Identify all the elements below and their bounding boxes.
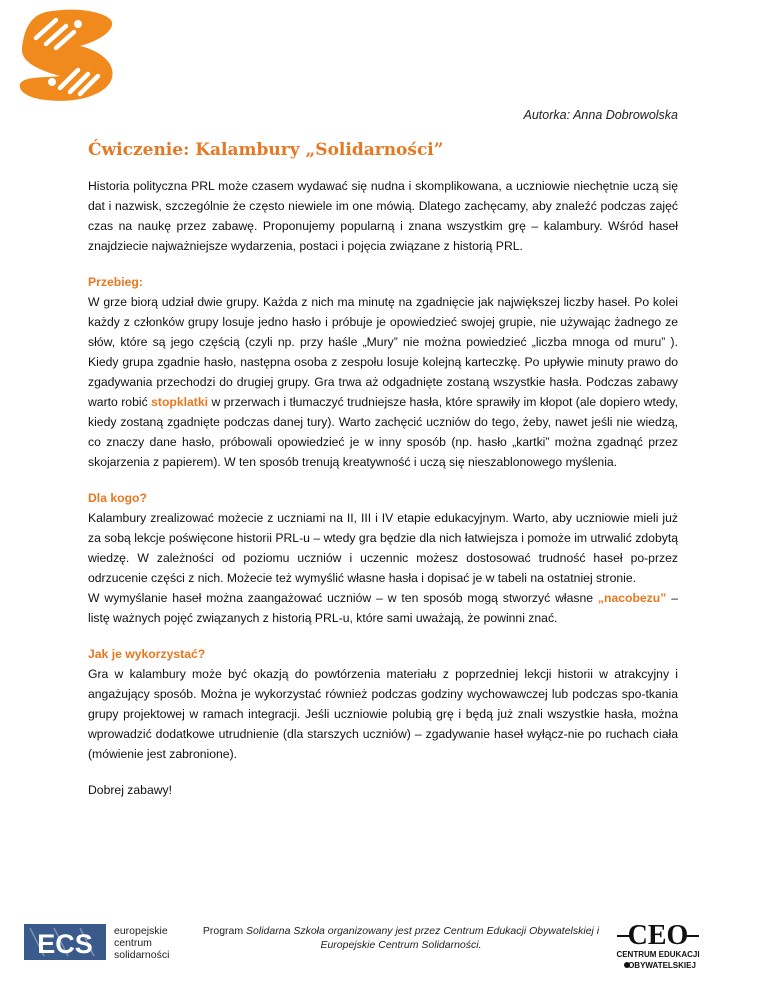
author-line: Autorka: Anna Dobrowolska <box>523 108 678 122</box>
section-heading-jak: Jak je wykorzystać? <box>88 647 206 661</box>
dla-kogo-paragraph-2 <box>88 588 678 628</box>
ceo-line-1: CENTRUM EDUKACJI <box>616 950 700 959</box>
solidarnosc-hands-logo <box>16 8 116 104</box>
ecs-line-1: europejskie <box>114 925 168 937</box>
ceo-logo <box>615 916 701 970</box>
dla-kogo-text2: W wymyślanie haseł można zaangażować uczniów – w ten sposób mogą stworzyć własne <box>88 591 594 605</box>
section-heading-dla-kogo: Dla kogo? <box>88 491 147 505</box>
document-body <box>88 176 678 816</box>
ceo-logo-text: CEO <box>627 920 689 951</box>
ecs-line-3: solidarności <box>114 949 170 961</box>
przebieg-text-after: w przerwach i tłumaczyć trudniejsze hasła, które sprawiły im kłopot (ale dopiero wtedy, kiedy zostaną zgadnięte podczas danej tury). Warto zachęcić uczniów do tego, żeby, nawet jeśli nie wiedzą, co znaczy dane hasło, próbowali opowiedzieć je w inny sposób (np. hasło „kartki” można zgadnąć przez skojarzenia z papierem). W ten sposób trenują kreatywność i uczą się nieszablonowego myślenia. <box>88 395 678 469</box>
closing-line: Dobrej zabawy! <box>88 783 172 797</box>
dla-kogo-paragraph: Kalambury zrealizować możecie z uczniami na II, III i IV etapie edukacyjnym. Warto, aby uczniowie mieli już za sobą lekcje poświęcone historii PRL-u – wtedy gra będzie dla nich łatwiejsza i pomoże im utrwalić zdobytą wiedzę. W zależności od poziomu uczniów i uczennic możesz dostosować trudność haseł po-przez odrzucenie części z nich. Możecie też wymyślić własne hasła i dopisać je w tabeli na ostatniej stronie. <box>88 511 678 585</box>
ceo-line-2: OBYWATELSKIEJ <box>628 961 696 970</box>
section-przebieg <box>88 272 678 472</box>
footer-program-prefix: Program <box>202 925 244 937</box>
section-dla-kogo <box>88 488 678 628</box>
intro-paragraph: Historia polityczna PRL może czasem wydawać się nudna i skomplikowana, a uczniowie niechętnie uczą się dat i nazwisk, szczególnie że często niewiele im one mówią. Dlatego zachęcamy, aby znaleźć podczas zajęć czas na naukę przez zabawę. Proponujemy popularną i znana wszystkim grę – kalambury. Wśród haseł znajdziecie najważniejsze wydarzenia, postaci i pojęcia związane z historią PRL. <box>88 179 678 253</box>
section-jak <box>88 644 678 764</box>
section-heading-przebieg: Przebieg: <box>88 275 143 289</box>
page-title: Ćwiczenie: Kalambury „Solidarności” <box>88 140 444 160</box>
dla-kogo-text3: – listę ważnych pojęć związanych z historią PRL-u, które sami uważają, że powinni znać. <box>88 591 678 625</box>
jak-paragraph: Gra w kalambury może być okazją do powtórzenia materiału z poprzedniej lekcji historii w atrakcyjny i angażujący sposób. Można je wykorzystać również podczas godziny wychowawczej lub podczas spo-tkania grupy projektowej w ramach integracji. Jeśli uczniowie polubią grę i będą już znali wszystkie hasła, można wprowadzić dodatkowe utrudnienie (dla starszych uczniów) – zgadywanie haseł wyłącz-nie po ruchach ciała (mówienie jest zabronione). <box>88 667 678 761</box>
przebieg-text-before: W grze biorą udział dwie grupy. Każda z nich ma minutę na zgadnięcie jak największej liczby haseł. Po kolei każdy z członków grupy losuje jedno hasło i próbuje je opowiedzieć swojej grupie, nie używając żadnego ze słów, które są jego częścią (czyli np. przy haśle „Mury” nie można powiedzieć „liczba mnoga od muru” ). Kiedy grupa zgadnie hasło, następna osoba z zespołu losuje kolejną karteczkę. Po upływie minuty prawo do zgadywania przechodzi do drugiej grupy. Gra trwa aż odgadnięte zostaną wszystkie hasła. Podczas zabawy warto robić <box>88 295 678 409</box>
przebieg-paragraph <box>88 292 678 472</box>
ecs-line-2: centrum <box>114 937 152 949</box>
ecs-logo <box>24 922 174 962</box>
highlight-stopklatki: stopklatki <box>151 395 209 409</box>
ecs-logo-text: ECS <box>37 929 93 959</box>
footer-program-text <box>196 924 606 952</box>
highlight-nacobezu: „nacobezu” <box>597 591 667 605</box>
footer-program-italic: Solidarna Szkoła organizowany jest przez Centrum Edukacji Obywatelskiej i Europejskie Centrum Solidarności. <box>246 925 600 951</box>
